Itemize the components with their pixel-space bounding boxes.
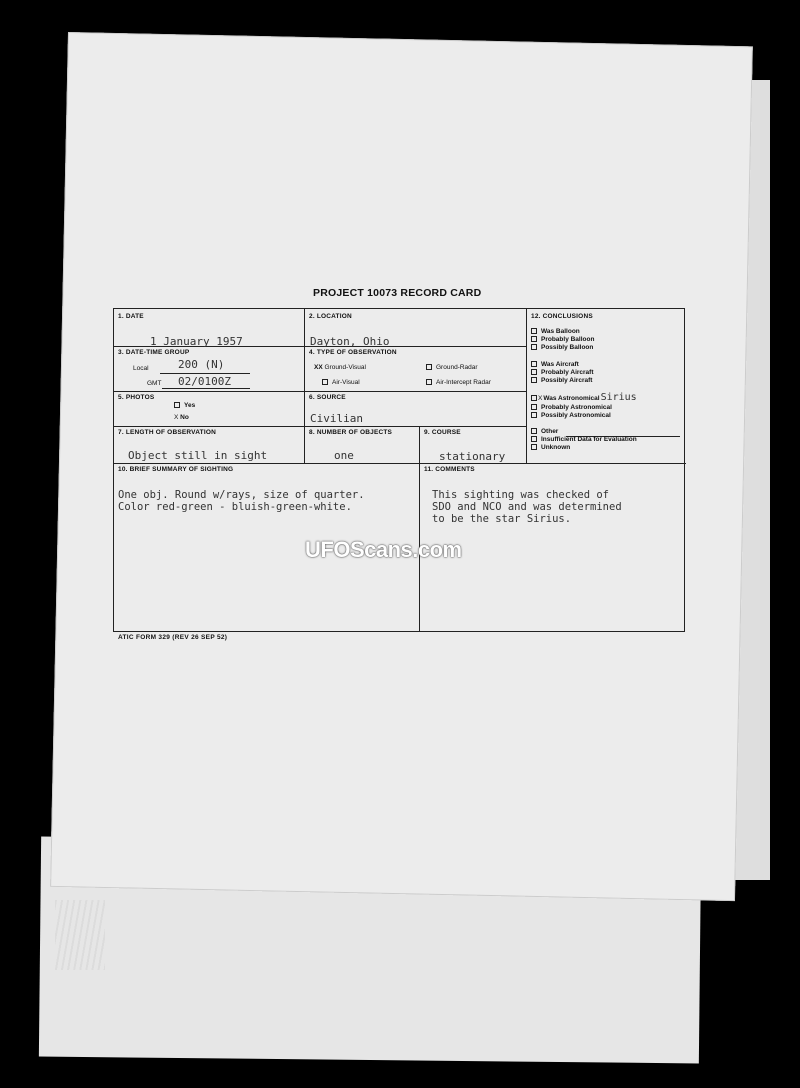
- other-text: Other: [541, 428, 559, 435]
- conclusion-probably-balloon[interactable]: [531, 336, 594, 343]
- conclusion-insufficient-data[interactable]: [531, 436, 637, 443]
- conclusion-possibly-balloon[interactable]: [531, 344, 593, 351]
- photos-yes-text: Yes: [184, 402, 196, 409]
- conclusion-unknown[interactable]: [531, 444, 570, 451]
- probably-astronomical-text: Probably Astronomical: [541, 404, 612, 411]
- probably-balloon-text: Probably Balloon: [541, 336, 595, 343]
- conclusion-was-aircraft[interactable]: [531, 361, 579, 368]
- insufficient-data-checkbox: [531, 436, 537, 442]
- form-number: ATIC FORM 329 (REV 26 SEP 52): [118, 634, 228, 641]
- card-title: PROJECT 10073 RECORD CARD: [313, 287, 482, 299]
- local-time-underline: [160, 373, 250, 374]
- brief-summary-value: One obj. Round w/rays, size of quarter. Color red-green - bluish-green-white.: [118, 489, 365, 513]
- divider-row-3: [114, 426, 526, 427]
- conclusion-was-astronomical[interactable]: [531, 392, 637, 403]
- possibly-aircraft-text: Possibly Aircraft: [541, 377, 593, 384]
- conclusion-possibly-astronomical[interactable]: [531, 412, 611, 419]
- ground-visual-text: Ground-Visual: [324, 364, 366, 371]
- photos-no-text: No: [180, 414, 189, 421]
- was-astronomical-checkbox: [531, 395, 537, 401]
- was-aircraft-text: Was Aircraft: [541, 361, 579, 368]
- unknown-text: Unknown: [541, 444, 571, 451]
- location-value: Dayton, Ohio: [310, 335, 390, 348]
- paper-scuff-mark: [55, 900, 105, 970]
- possibly-astronomical-checkbox: [531, 412, 537, 418]
- possibly-aircraft-checkbox: [531, 377, 537, 383]
- possibly-astronomical-text: Possibly Astronomical: [541, 412, 611, 419]
- ground-visual-option[interactable]: [314, 364, 366, 371]
- date-time-group-label: 3. DATE-TIME GROUP: [118, 349, 190, 356]
- divider-row-4: [114, 463, 686, 464]
- air-intercept-radar-text: Air-Intercept Radar: [436, 379, 491, 386]
- conclusion-probably-astronomical[interactable]: [531, 404, 612, 411]
- possibly-balloon-text: Possibly Balloon: [541, 344, 594, 351]
- probably-astronomical-checkbox: [531, 404, 537, 410]
- local-time-value: 200 (N): [178, 358, 225, 371]
- conclusion-probably-aircraft[interactable]: [531, 369, 594, 376]
- divider-col-1: [304, 309, 305, 463]
- record-card-form: [113, 308, 685, 632]
- course-value: stationary: [439, 450, 506, 463]
- other-checkbox: [531, 428, 537, 434]
- brief-summary-label: 10. BRIEF SUMMARY OF SIGHTING: [118, 466, 234, 473]
- conclusion-was-balloon[interactable]: [531, 328, 580, 335]
- divider-col-2: [526, 309, 527, 463]
- date-value: 1 January 1957: [150, 335, 243, 348]
- probably-aircraft-checkbox: [531, 369, 537, 375]
- type-of-observation-label: 4. TYPE OF OBSERVATION: [309, 349, 397, 356]
- conclusion-possibly-aircraft[interactable]: [531, 377, 592, 384]
- comments-label: 11. COMMENTS: [424, 466, 475, 473]
- date-label: 1. DATE: [118, 313, 144, 320]
- source-value: Civilian: [310, 412, 363, 425]
- insufficient-data-text: Insufficient Data for Evaluation: [541, 436, 637, 443]
- was-balloon-text: Was Balloon: [541, 328, 580, 335]
- air-visual-option[interactable]: [322, 379, 360, 386]
- location-label: 2. LOCATION: [309, 313, 352, 320]
- photos-yes-checkbox: [174, 402, 180, 408]
- was-astronomical-note: Sirius: [600, 392, 637, 403]
- source-label: 6. SOURCE: [309, 394, 346, 401]
- gmt-underline: [162, 388, 250, 389]
- gmt-value: 02/0100Z: [178, 375, 231, 388]
- ground-radar-option[interactable]: [426, 364, 478, 371]
- was-balloon-checkbox: [531, 328, 537, 334]
- ground-visual-mark: XX: [314, 364, 323, 371]
- ground-radar-text: Ground-Radar: [436, 364, 478, 371]
- photos-yes-option[interactable]: [174, 402, 195, 409]
- photos-no-mark: X: [174, 414, 179, 421]
- length-of-observation-label: 7. LENGTH OF OBSERVATION: [118, 429, 216, 436]
- watermark: UFOScans.com: [305, 537, 462, 562]
- conclusions-label: 12. CONCLUSIONS: [531, 313, 593, 320]
- local-time-label: Local: [133, 365, 149, 372]
- possibly-balloon-checkbox: [531, 344, 537, 350]
- was-astronomical-mark: X: [538, 395, 543, 402]
- ground-radar-checkbox: [426, 364, 432, 370]
- unknown-checkbox: [531, 444, 537, 450]
- was-aircraft-checkbox: [531, 361, 537, 367]
- probably-aircraft-text: Probably Aircraft: [541, 369, 594, 376]
- photos-no-option[interactable]: [174, 414, 189, 421]
- number-of-objects-label: 8. NUMBER OF OBJECTS: [309, 429, 393, 436]
- probably-balloon-checkbox: [531, 336, 537, 342]
- air-visual-checkbox: [322, 379, 328, 385]
- number-of-objects-value: one: [334, 449, 354, 462]
- length-of-observation-value: Object still in sight: [128, 449, 268, 462]
- course-label: 9. COURSE: [424, 429, 461, 436]
- air-intercept-radar-checkbox: [426, 379, 432, 385]
- divider-course: [419, 426, 420, 463]
- air-visual-text: Air-Visual: [332, 379, 360, 386]
- comments-value: This sighting was checked of SDO and NCO and was determined to be the star Sirius.: [432, 489, 622, 525]
- conclusion-other[interactable]: [531, 428, 558, 435]
- gmt-label: GMT: [147, 380, 162, 387]
- photos-label: 5. PHOTOS: [118, 394, 155, 401]
- divider-row-2: [114, 391, 526, 392]
- was-astronomical-text: Was Astronomical: [543, 395, 600, 402]
- air-intercept-radar-option[interactable]: [426, 379, 491, 386]
